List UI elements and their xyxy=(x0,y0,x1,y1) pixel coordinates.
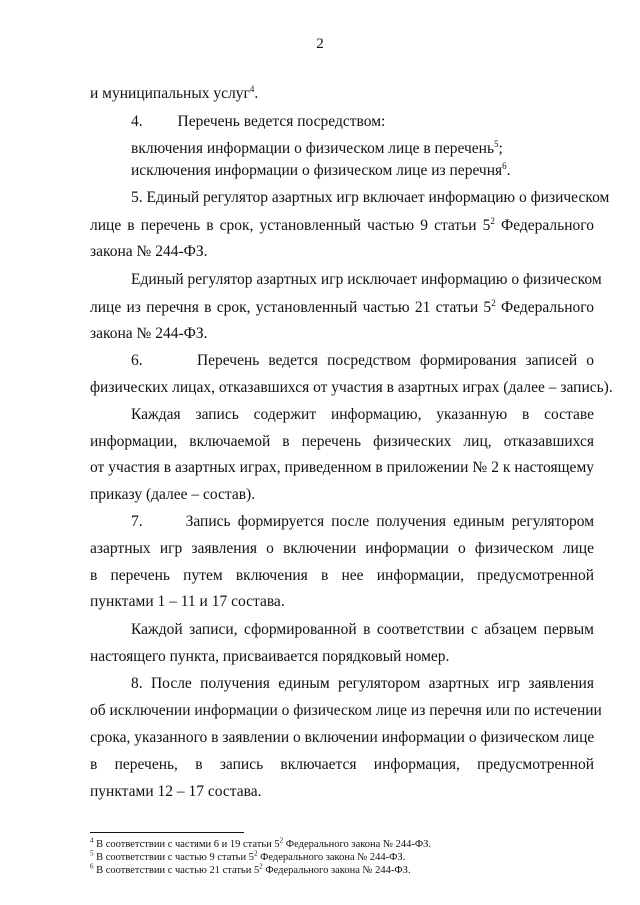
footnote-4 xyxy=(90,838,431,851)
footnote-5 xyxy=(90,851,405,864)
text-fragment: лице в перечень в срок, установленный частью 9 статьи 5 xyxy=(90,217,491,234)
text-fragment: и муниципальных услуг xyxy=(90,85,250,102)
footnote-text: В соответствии с частью 9 статьи 5 xyxy=(93,852,254,863)
text-fragment: ; xyxy=(498,140,503,157)
paragraph-6-line: 6. Перечень ведется посредством формирования записей о xyxy=(131,352,594,369)
footnote-number: 6 xyxy=(90,862,94,871)
superscript: 2 xyxy=(259,862,263,871)
paragraph-5-line: 5. Единый регулятор азартных игр включает информацию о физическом xyxy=(131,189,610,206)
footnote-text: В соответствии с частями 6 и 19 статьи 5 xyxy=(93,839,280,850)
text-fragment: лице из перечня в срок, установленный частью 21 статьи 5 xyxy=(90,299,492,316)
text-line: об исключении информации о физическом лице из перечня или по истечении xyxy=(90,702,602,719)
text-line: Единый регулятор азартных игр исключает информацию о физическом xyxy=(131,271,602,288)
text-fragment: Федерального xyxy=(494,217,594,234)
text-fragment: . xyxy=(254,85,259,102)
paragraph-4-heading: 4. Перечень ведется посредством: xyxy=(131,113,386,130)
paragraph-8-line: 8. После получения единым регулятором азартных игр заявления xyxy=(131,675,594,692)
superscript: 2 xyxy=(490,215,495,226)
superscript: 2 xyxy=(491,297,496,308)
paragraph-7-line: 7. Запись формируется после получения единым регулятором xyxy=(131,513,594,530)
superscript: 2 xyxy=(279,836,284,845)
text-line: Каждой записи, сформированной в соответствии с абзацем первым xyxy=(131,621,594,638)
text-line: срока, указанного в заявлении о включении информации о физическом лице xyxy=(90,729,595,746)
text-line: азартных игр заявления о включении информации о физическом лице xyxy=(90,540,594,557)
footnote-text: Федерального закона № 244-ФЗ. xyxy=(283,839,432,850)
text-line: физических лицах, отказавшихся от участия в азартных играх (далее – запись). xyxy=(90,379,613,396)
superscript: 2 xyxy=(253,849,258,858)
footnote-text: В соответствии с частью 21 статьи 5 xyxy=(93,865,260,876)
text-line: пунктами 1 – 11 и 17 состава. xyxy=(90,593,285,610)
text-line: в перечень, в запись включается информация, предусмотренной xyxy=(90,756,594,773)
text-line xyxy=(131,139,503,159)
footnote-separator xyxy=(90,832,244,833)
page-number: 2 xyxy=(316,36,324,52)
footnote-text: Федерального закона № 244-ФЗ. xyxy=(262,865,411,876)
text-line: пунктами 12 – 17 состава. xyxy=(90,783,262,800)
text-line xyxy=(90,216,594,236)
text-line: приказу (далее – состав). xyxy=(90,486,256,503)
text-line: Каждая запись содержит информацию, указанную в составе xyxy=(131,406,594,423)
text-line: от участия в азартных играх, приведенном в приложении № 2 к настоящему xyxy=(90,459,594,476)
text-fragment: включения информации о физическом лице в перечень xyxy=(131,140,495,157)
text-line xyxy=(131,161,511,181)
text-line xyxy=(90,84,258,104)
footnote-text: Федерального закона № 244-ФЗ. xyxy=(257,852,406,863)
text-line xyxy=(90,298,594,318)
text-fragment: . xyxy=(506,162,511,179)
footnote-ref: 4 xyxy=(249,83,255,94)
footnote-number: 5 xyxy=(90,849,94,858)
text-line: закона № 244-ФЗ. xyxy=(90,243,208,260)
footnote-6 xyxy=(90,864,411,877)
footnote-ref: 5 xyxy=(494,138,499,149)
footnote-number: 4 xyxy=(90,836,94,845)
text-line: в перечень путем включения в нее информации, предусмотренной xyxy=(90,567,594,584)
text-line: закона № 244-ФЗ. xyxy=(90,325,208,342)
text-fragment: Федерального xyxy=(495,299,594,316)
text-line: настоящего пункта, присваивается порядковый номер. xyxy=(90,648,450,665)
text-fragment: исключения информации о физическом лице из перечня xyxy=(131,162,503,179)
footnote-ref: 6 xyxy=(502,160,507,171)
text-line: информации, включаемой в перечень физических лиц, отказавшихся xyxy=(90,433,594,450)
